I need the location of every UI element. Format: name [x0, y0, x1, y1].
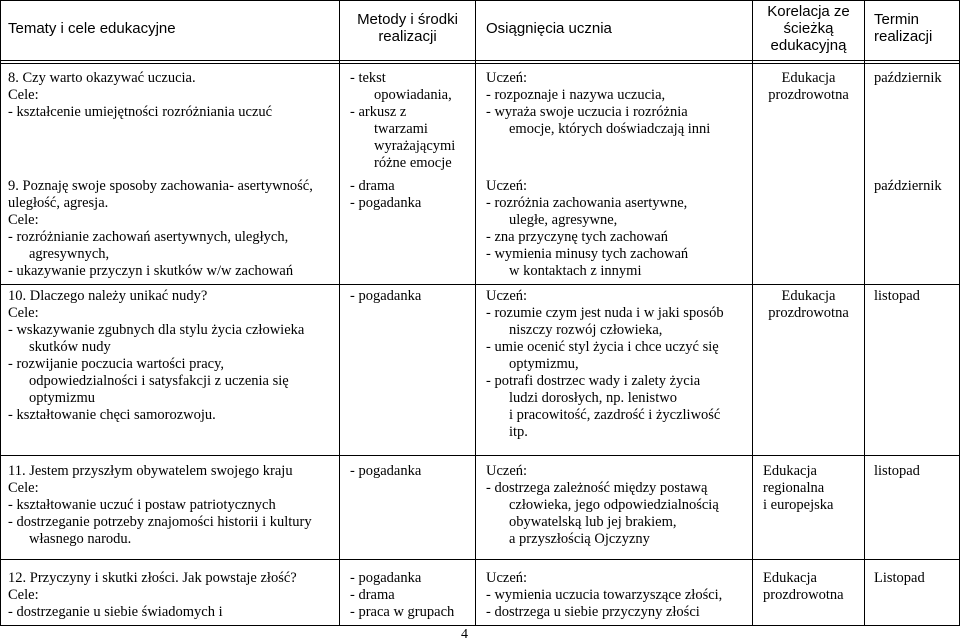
row2-ach-label: Uczeń: — [486, 178, 528, 194]
header-bottom-border-2 — [0, 63, 960, 64]
row5-topic-title: 12. Przyczyny i skutki złości. Jak powstaje złość? — [8, 570, 297, 586]
row5-method-3: - praca w grupach — [350, 604, 455, 620]
header-correlation-line2: ścieżką — [783, 20, 834, 37]
row4-correlation-2: regionalna — [763, 480, 825, 496]
row4-topic-title: 11. Jestem przyszłym obywatelem swojego kraju — [8, 463, 293, 479]
header-methods — [340, 11, 475, 45]
row3-ach-3: - potrafi dostrzec wady i zalety życia — [486, 373, 701, 389]
row4-correlation-3: i europejska — [763, 497, 834, 513]
header-achievements: Osiągnięcia ucznia — [486, 20, 612, 37]
row5-topic-cele: Cele: — [8, 587, 39, 603]
row4-term: listopad — [874, 463, 920, 479]
row1-ach-2b: emocje, których doświadczają inni — [509, 121, 711, 137]
row1-method-2d: różne emocje — [374, 155, 452, 171]
row2-ach-2: - zna przyczynę tych zachowań — [486, 229, 668, 245]
row5-term: Listopad — [874, 570, 925, 586]
row3-method-1: - pogadanka — [350, 288, 422, 304]
row4-topic-goal-2b: własnego narodu. — [29, 531, 132, 547]
col-divider-2 — [475, 0, 476, 626]
row3-ach-3c: i pracowitość, zazdrość i życzliwość — [509, 407, 721, 423]
row1-topic-cele: Cele: — [8, 87, 39, 103]
header-correlation-line1: Korelacja ze — [767, 3, 850, 20]
row5-ach-label: Uczeń: — [486, 570, 528, 586]
row4-correlation-1: Edukacja — [763, 463, 817, 479]
header-methods-line1: Metody i środki — [357, 11, 458, 28]
row3-correlation-1: Edukacja — [781, 288, 836, 304]
table-bottom-border — [0, 625, 960, 626]
row2-topic-goal-1: - rozróżnianie zachowań asertywnych, uległych, — [8, 229, 289, 245]
row5-ach-2: - dostrzega u siebie przyczyny złości — [486, 604, 700, 620]
row3-topic-goal-1: - wskazywanie zgubnych dla stylu życia człowieka — [8, 322, 305, 338]
header-term-line2: realizacji — [874, 28, 933, 45]
row1-method-2b: twarzami — [374, 121, 428, 137]
row3-ach-label: Uczeń: — [486, 288, 528, 304]
row3-ach-2b: optymizmu, — [509, 356, 579, 372]
col-divider-1 — [339, 0, 340, 626]
row2-ach-1b: uległe, agresywne, — [509, 212, 618, 228]
row3-ach-2: - umie ocenić styl życia i chce uczyć się — [486, 339, 719, 355]
col-divider-4 — [864, 0, 865, 626]
row4-method-1: - pogadanka — [350, 463, 422, 479]
row5-topic-goal-1: - dostrzeganie u siebie świadomych i — [8, 604, 223, 620]
row3-ach-3d: itp. — [509, 424, 528, 440]
row5-method-1: - pogadanka — [350, 570, 422, 586]
row3-topic-goal-2: - rozwijanie poczucia wartości pracy, — [8, 356, 225, 372]
row3-topic-goal-2c: optymizmu — [29, 390, 96, 406]
row1-correlation-1: Edukacja — [781, 70, 836, 86]
row4-ach-label: Uczeń: — [486, 463, 528, 479]
table-left-border — [0, 0, 1, 626]
row3-topic-title: 10. Dlaczego należy unikać nudy? — [8, 288, 208, 304]
row2-topic-title: 9. Poznaję swoje sposoby zachowania- asertywność, — [8, 178, 313, 194]
row1-topic-goal: - kształcenie umiejętności rozróżniania uczuć — [8, 104, 273, 120]
row4-bottom-border — [0, 559, 960, 560]
row3-ach-3b: ludzi dorosłych, np. lenistwo — [509, 390, 677, 406]
header-bottom-border — [0, 60, 960, 61]
header-correlation-line3: edukacyjną — [770, 37, 847, 54]
row5-correlation-2: prozdrowotna — [763, 587, 844, 603]
row4-topic-goal-2: - dostrzeganie potrzeby znajomości historii i kultury — [8, 514, 312, 530]
row1-method-2: - arkusz z — [350, 104, 407, 120]
row1-method-1b: opowiadania, — [374, 87, 452, 103]
row2-method-2: - pogadanka — [350, 195, 422, 211]
page-number: 4 — [461, 627, 468, 642]
row3-bottom-border — [0, 455, 960, 456]
header-methods-line2: realizacji — [378, 28, 437, 45]
header-term — [874, 11, 932, 45]
row2-topic-goal-1b: agresywnych, — [29, 246, 110, 262]
row2-topic-title-b: uległość, agresja. — [8, 195, 109, 211]
row1-ach-label: Uczeń: — [486, 70, 528, 86]
row1-method-2c: wyrażającymi — [374, 138, 456, 154]
row4-topic-cele: Cele: — [8, 480, 39, 496]
row4-ach-1: - dostrzega zależność między postawą — [486, 480, 708, 496]
row3-correlation-2: prozdrowotna — [768, 305, 849, 321]
row2-ach-3b: w kontaktach z innymi — [509, 263, 642, 279]
row1-ach-1: - rozpoznaje i nazywa uczucia, — [486, 87, 666, 103]
row4-ach-1b: człowieka, jego odpowiedzialnością — [509, 497, 719, 513]
row3-topic-goal-2b: odpowiedzialności i satysfakcji z uczenia się — [29, 373, 289, 389]
row1-ach-2: - wyraża swoje uczucia i rozróżnia — [486, 104, 688, 120]
row1-correlation-2: prozdrowotna — [768, 87, 849, 103]
row1-term: październik — [874, 70, 942, 86]
row3-ach-1: - rozumie czym jest nuda i w jaki sposób — [486, 305, 724, 321]
row2-bottom-border — [0, 284, 960, 285]
row4-topic-goal-1: - kształtowanie uczuć i postaw patriotycznych — [8, 497, 276, 513]
row2-method-1: - drama — [350, 178, 395, 194]
row3-topic-cele: Cele: — [8, 305, 39, 321]
row1-method-1: - tekst — [350, 70, 386, 86]
row2-ach-1: - rozróżnia zachowania asertywne, — [486, 195, 688, 211]
row4-ach-1d: a przyszłością Ojczyzny — [509, 531, 650, 547]
row3-ach-1b: niszczy rozwój człowieka, — [509, 322, 663, 338]
row1-topic-title: 8. Czy warto okazywać uczucia. — [8, 70, 196, 86]
row3-topic-goal-1b: skutków nudy — [29, 339, 111, 355]
row4-ach-1c: obywatelską lub jej brakiem, — [509, 514, 677, 530]
row2-topic-cele: Cele: — [8, 212, 39, 228]
row3-term: listopad — [874, 288, 920, 304]
row5-ach-1: - wymienia uczucia towarzyszące złości, — [486, 587, 723, 603]
header-term-line1: Termin — [874, 11, 920, 28]
row2-ach-3: - wymienia minusy tych zachowań — [486, 246, 689, 262]
header-topics: Tematy i cele edukacyjne — [8, 20, 176, 37]
table-top-border — [0, 0, 960, 1]
row5-correlation-1: Edukacja — [763, 570, 817, 586]
row2-term: październik — [874, 178, 942, 194]
header-correlation — [753, 3, 864, 54]
row3-topic-goal-3: - kształtowanie chęci samorozwoju. — [8, 407, 216, 423]
row2-topic-goal-2: - ukazywanie przyczyn i skutków w/w zachowań — [8, 263, 294, 279]
row5-method-2: - drama — [350, 587, 395, 603]
